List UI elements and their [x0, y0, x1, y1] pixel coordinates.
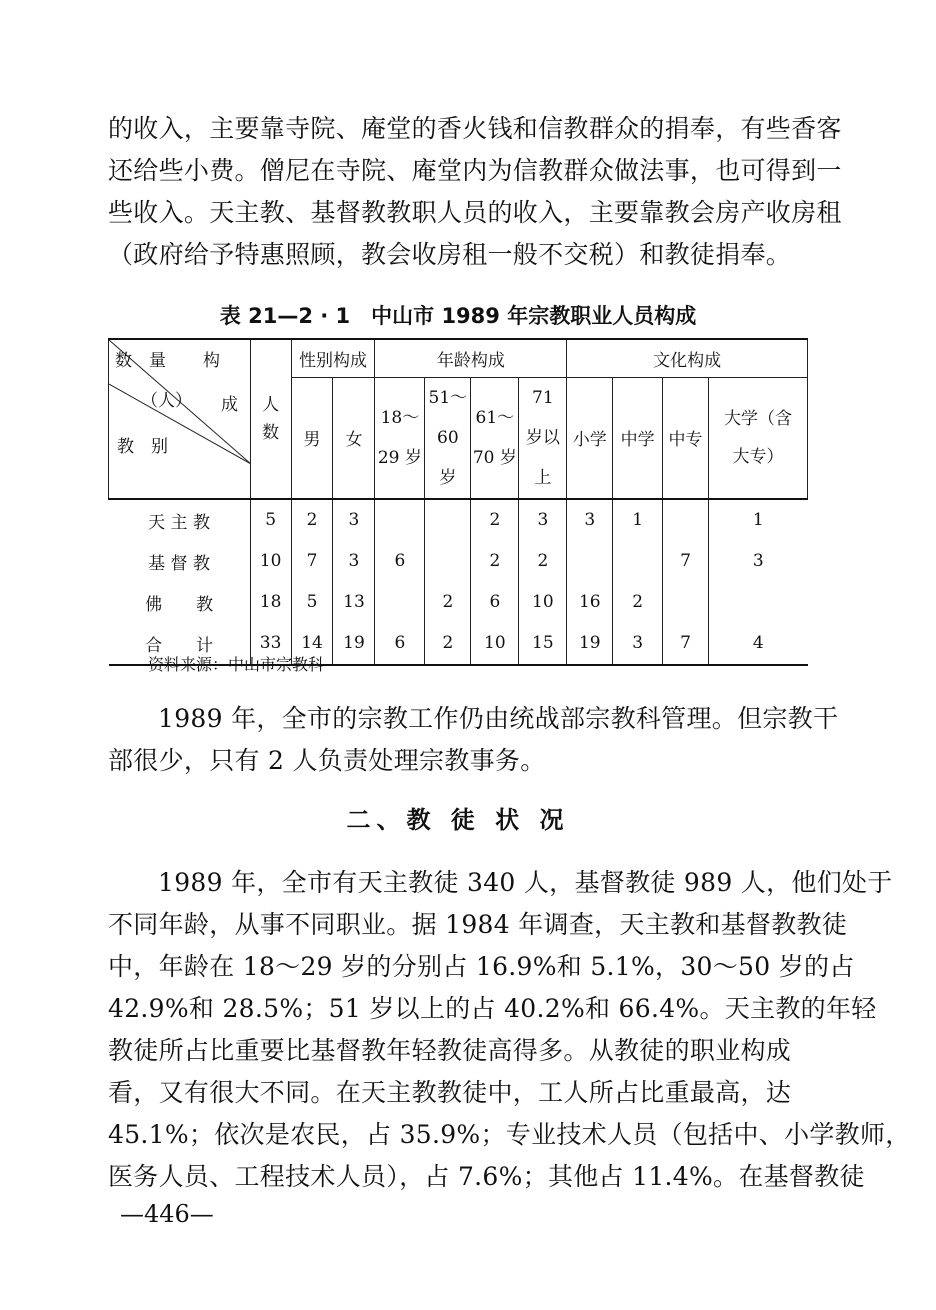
row-label: 天 主 教 — [148, 512, 210, 533]
table-header — [109, 339, 808, 499]
cell-female: 3 — [333, 499, 375, 541]
header-primary-school: 小学 — [567, 377, 613, 499]
corner-label-unit: （人） — [141, 391, 192, 411]
cell-technical: 7 — [663, 623, 709, 665]
text-line: （政府给予特惠照顾，教会收房租一般不交税）和教徒捐奉。 — [108, 240, 792, 269]
text-line: 还给些小费。僧尼在寺院、庵堂内为信教群众做法事，也可得到一 — [108, 156, 842, 185]
cell-male: 2 — [291, 499, 333, 541]
paragraph-income — [108, 108, 842, 276]
cell-primary: 16 — [567, 582, 613, 623]
cell-people: 10 — [250, 541, 291, 582]
table-source-note: 资料来源：中山市宗教科 — [148, 655, 325, 674]
cell-people: 5 — [250, 499, 291, 541]
header-age-18-29: 18～29 岁 — [375, 377, 425, 499]
cell-age-18-29 — [375, 582, 425, 623]
header-gender: 性别构成 — [291, 339, 375, 377]
cell-age-51-60 — [425, 541, 471, 582]
header-age-71-plus: 71 岁以上 — [519, 377, 567, 499]
paragraph-administration — [108, 698, 839, 782]
header-people: 人数 — [250, 339, 291, 499]
text-line: 45.1%；依次是农民，占 35.9%；专业技术人员（包括中、小学教师， — [108, 1120, 911, 1149]
header-university: 大学（含大专） — [708, 377, 807, 499]
cell-age-71-plus: 15 — [519, 623, 567, 665]
row-label: 佛 教 — [145, 594, 214, 615]
cell-university: 1 — [708, 499, 807, 541]
cell-age-51-60: 2 — [425, 582, 471, 623]
cell-male: 7 — [291, 541, 333, 582]
text-line: 教徒所占比重要比基督教年轻教徒高得多。从教徒的职业构成 — [108, 1036, 792, 1065]
cell-university: 3 — [708, 541, 807, 582]
text-line: 1989 年，全市的宗教工作仍由统战部宗教科管理。但宗教干 — [158, 704, 839, 733]
header-female: 女 — [333, 377, 375, 499]
text-line: 42.9%和 28.5%；51 岁以上的占 40.2%和 66.4%。天主教的年轻 — [108, 994, 877, 1023]
cell-technical — [663, 582, 709, 623]
header-age-61-70: 61～70 岁 — [471, 377, 519, 499]
text-line: 中，年龄在 18～29 岁的分别占 16.9%和 5.1%，30～50 岁的占 — [108, 952, 855, 981]
cell-middle: 3 — [613, 623, 663, 665]
header-middle-school: 中学 — [613, 377, 663, 499]
text-line: 看，又有很大不同。在天主教教徒中，工人所占比重最高，达 — [108, 1078, 792, 1107]
corner-label-composition-1: 构 — [203, 351, 220, 371]
cell-age-18-29: 6 — [375, 541, 425, 582]
cell-age-61-70: 10 — [471, 623, 519, 665]
corner-label-religion: 教 别 — [117, 437, 168, 457]
text-line: 部很少，只有 2 人负责处理宗教事务。 — [108, 746, 546, 775]
cell-male: 14 — [291, 623, 333, 665]
religious-staff-table — [108, 338, 808, 666]
header-education: 文化构成 — [567, 339, 808, 377]
text-line: 1989 年，全市有天主教徒 340 人，基督教徒 989 人，他们处于 — [158, 868, 893, 897]
paragraph-believers — [108, 862, 911, 1198]
cell-female: 19 — [333, 623, 375, 665]
page-number: —446— — [120, 1200, 214, 1228]
table-row — [109, 541, 808, 582]
cell-technical: 7 — [663, 541, 709, 582]
cell-age-71-plus: 10 — [519, 582, 567, 623]
corner-label-quantity: 数 量 — [115, 351, 166, 371]
header-male: 男 — [291, 377, 333, 499]
cell-age-61-70: 2 — [471, 499, 519, 541]
cell-male: 5 — [291, 582, 333, 623]
header-technical-school: 中专 — [663, 377, 709, 499]
text-line: 的收入，主要靠寺院、庵堂的香火钱和信教群众的捐奉，有些香客 — [108, 114, 842, 143]
cell-people: 33 — [250, 623, 291, 665]
cell-middle: 1 — [613, 499, 663, 541]
cell-age-61-70: 6 — [471, 582, 519, 623]
section-heading: 二、教 徒 状 况 — [346, 806, 570, 834]
header-age-51-60: 51～60 岁 — [425, 377, 471, 499]
cell-primary: 3 — [567, 499, 613, 541]
text-line: 医务人员、工程技术人员），占 7.6%；其他占 11.4%。在基督教徒 — [108, 1162, 865, 1191]
cell-age-71-plus: 3 — [519, 499, 567, 541]
row-label: 基 督 教 — [148, 553, 210, 574]
cell-age-71-plus: 2 — [519, 541, 567, 582]
table-body — [109, 499, 808, 665]
cell-primary — [567, 541, 613, 582]
cell-age-18-29: 6 — [375, 623, 425, 665]
text-line: 些收入。天主教、基督教教职人员的收入，主要靠教会房产收房租 — [108, 198, 842, 227]
cell-age-61-70: 2 — [471, 541, 519, 582]
corner-header-cell — [109, 339, 251, 499]
cell-university: 4 — [708, 623, 807, 665]
cell-people: 18 — [250, 582, 291, 623]
cell-middle: 2 — [613, 582, 663, 623]
cell-middle — [613, 541, 663, 582]
table-title: 表 21—2 · 1 中山市 1989 年宗教职业人员构成 — [219, 304, 697, 328]
cell-female: 13 — [333, 582, 375, 623]
cell-technical — [663, 499, 709, 541]
table-row — [109, 582, 808, 623]
cell-age-51-60 — [425, 499, 471, 541]
cell-female: 3 — [333, 541, 375, 582]
cell-age-18-29 — [375, 499, 425, 541]
cell-primary: 19 — [567, 623, 613, 665]
cell-age-51-60: 2 — [425, 623, 471, 665]
text-line: 不同年龄，从事不同职业。据 1984 年调查，天主教和基督教教徒 — [108, 910, 848, 939]
row-label: 合 计 — [145, 635, 214, 656]
header-age: 年龄构成 — [375, 339, 567, 377]
corner-label-composition-2: 成 — [221, 395, 238, 415]
table-row — [109, 499, 808, 541]
cell-university — [708, 582, 807, 623]
